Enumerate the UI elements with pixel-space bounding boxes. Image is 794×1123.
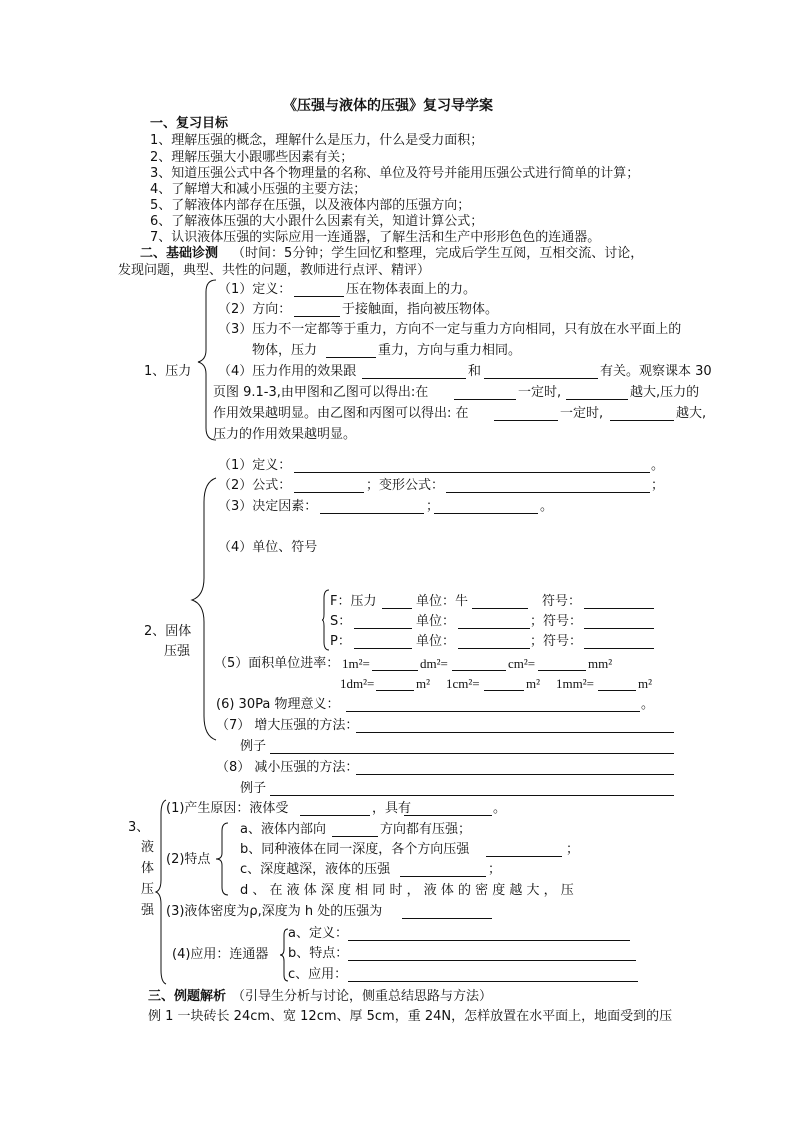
blank-field[interactable] (270, 795, 674, 796)
punct: ； (426, 499, 440, 514)
example-question: 例 1 一块砖长 24cm、宽 12cm、厚 5cm，重 24N，怎样放置在水平面上，地面受到的压 (148, 1009, 673, 1024)
blank-field[interactable] (584, 628, 654, 629)
increase-pressure: （7） 增大压强的方法： (216, 718, 359, 733)
liquid-features-label: (2)特点 (166, 852, 211, 867)
punct: ； (488, 862, 502, 877)
blank-field[interactable] (566, 399, 628, 400)
solid-factor: （3）决定因素： (218, 499, 318, 514)
connector-feature: b、特点： (288, 946, 349, 961)
pressure-effect: （4）压力作用的效果跟 (218, 364, 357, 379)
area-text: cm²= (508, 656, 536, 671)
section-note: （时间：5分钟；学生回忆和整理，完成后学生互阅，互相交流、讨论， (232, 246, 644, 261)
section-note: （引导生分析与讨论，侧重总结思路与方法） (232, 989, 493, 1004)
blank-field[interactable] (584, 648, 654, 649)
blank-field[interactable] (372, 670, 418, 671)
section-heading-goals: 一、复习目标 (150, 116, 229, 131)
blank-field[interactable] (294, 492, 364, 493)
blank-field[interactable] (494, 420, 558, 421)
pressure-direction-text: 于接触面，指向被压物体。 (342, 302, 499, 317)
blank-field[interactable] (452, 670, 506, 671)
blank-field[interactable] (348, 960, 636, 961)
pressure-effect-text: 越大, (676, 406, 707, 421)
blank-field[interactable] (610, 420, 674, 421)
pressure-effect-text: 作用效果越明显。由乙图和丙图可以得出: 在 (213, 406, 469, 421)
blank-field[interactable] (294, 316, 340, 317)
blank-field[interactable] (402, 918, 492, 919)
unit-row-area-unit: 单位： (416, 614, 456, 629)
solid-definition: （1）定义： (218, 458, 292, 473)
liquid-label: 3、 (128, 820, 150, 835)
area-text: mm² (588, 656, 613, 671)
liquid-cause-text: ，具有 (372, 801, 412, 816)
blank-field[interactable] (332, 836, 378, 837)
blank-field[interactable] (458, 648, 530, 649)
blank-field[interactable] (294, 472, 650, 473)
solid-formula-text: ；变形公式： (366, 478, 445, 493)
punct: ； (566, 842, 580, 857)
goal-item: 4、了解增大和减小压强的主要方法； (150, 182, 367, 197)
example-label: 例子 (240, 781, 267, 796)
unit-row-force-unit: 单位：牛 (416, 594, 469, 609)
blank-field[interactable] (294, 296, 344, 297)
blank-field[interactable] (346, 711, 640, 712)
unit-row-force: F：压力 (330, 594, 377, 609)
blank-field[interactable] (362, 378, 466, 379)
goal-item: 6、了解液体压强的大小跟什么因素有关，知道计算公式； (150, 214, 484, 229)
blank-field[interactable] (486, 856, 562, 857)
blank-field[interactable] (484, 378, 598, 379)
pressure-relation-text: 重力，方向与重力相同。 (378, 343, 522, 358)
solid-formula: （2）公式： (218, 478, 292, 493)
blank-field[interactable] (584, 608, 654, 609)
blank-field[interactable] (376, 690, 414, 691)
liquid-cause: (1)产生原因：液体受 (166, 801, 289, 816)
brace-solid-pressure (190, 478, 218, 740)
unit-row-pressure: P： (330, 634, 351, 649)
area-text: 1mm²= (556, 676, 594, 691)
pressure-effect-text: 一定时, (518, 385, 562, 400)
blank-field[interactable] (320, 513, 424, 514)
blank-field[interactable] (300, 815, 370, 816)
pressure-relation: （3）压力不一定都等于重力，方向不一定与重力方向相同，只有放在水平面上的 (218, 322, 682, 337)
connector-label: (4)应用：连通器 (172, 947, 269, 962)
area-text: 1dm²= (340, 676, 375, 691)
blank-field[interactable] (472, 608, 528, 609)
unit-row-pressure-symbol: ；符号： (530, 634, 583, 649)
pressure-effect-text: 压力的作用效果越明显。 (213, 427, 357, 442)
area-text: 1cm²= (446, 676, 480, 691)
decrease-pressure: （8） 减小压强的方法： (216, 760, 359, 775)
blank-field[interactable] (348, 940, 630, 941)
pressure-effect-text: 越大,压力的 (630, 385, 700, 400)
blank-field[interactable] (446, 492, 650, 493)
area-text: m² (638, 676, 653, 691)
solid-label: 压强 (164, 644, 191, 659)
pressure-label: 1、压力 (144, 364, 192, 379)
liquid-formula: (3)液体密度为ρ,深度为 h 处的压强为 (166, 904, 383, 919)
connector-application: c、应用： (288, 967, 348, 982)
section-heading-examples: 三、例题解析 (148, 989, 227, 1004)
pressure-definition: （1）定义： (218, 282, 292, 297)
goal-item: 5、了解液体内部存在压强，以及液体内部的压强方向； (150, 198, 471, 213)
feature-d: d 、 在 液 体 深 度 相 同 时 ， 液 体 的 密 度 越 大 ， 压 (240, 883, 574, 898)
punct: 。 (651, 458, 665, 473)
feature-b: b、同种液体在同一深度，各个方向压强 (240, 842, 470, 857)
physical-meaning: (6) 30Pa 物理意义： (216, 697, 340, 712)
connector-definition: a、定义： (288, 926, 348, 941)
unit-row-area-symbol: ；符号： (530, 614, 583, 629)
pressure-relation-text: 物体，压力 (252, 343, 318, 358)
blank-field[interactable] (598, 690, 636, 691)
liquid-label-char: 强 (141, 903, 155, 918)
liquid-label-char: 液 (141, 840, 155, 855)
area-conversion-label: （5）面积单位进率： (214, 656, 340, 671)
punct: 。 (641, 697, 655, 712)
area-text: dm²= (420, 656, 448, 671)
blank-field[interactable] (400, 876, 486, 877)
blank-field[interactable] (434, 513, 538, 514)
unit-row-pressure-unit: 单位： (416, 634, 456, 649)
liquid-label-char: 压 (141, 882, 155, 897)
pressure-effect-text: 和 (468, 364, 482, 379)
pressure-definition-text: 压在物体表面上的力。 (346, 282, 477, 297)
area-text: m² (526, 676, 541, 691)
goal-item: 7、认识液体压强的实际应用一连通器，了解生活和生产中形形色色的连通器。 (150, 230, 601, 245)
blank-field[interactable] (484, 690, 524, 691)
goal-item: 1、理解压强的概念，理解什么是压力，什么是受力面积； (150, 133, 484, 148)
example-label: 例子 (240, 739, 267, 754)
solid-label: 2、固体 (144, 624, 192, 639)
goal-item: 2、理解压强大小跟哪些因素有关； (150, 150, 354, 165)
punct: 。 (493, 801, 507, 816)
section-note: 发现问题，典型、共性的问题，教师进行点评、精评） (118, 263, 431, 278)
blank-field[interactable] (538, 670, 586, 671)
blank-field[interactable] (270, 753, 674, 754)
blank-field[interactable] (382, 608, 412, 609)
blank-field[interactable] (354, 648, 412, 649)
brace-units (322, 590, 330, 650)
blank-field[interactable] (356, 774, 674, 775)
punct: ； (651, 478, 665, 493)
page-title: 《压强与液体的压强》复习导学案 (283, 98, 493, 114)
blank-field[interactable] (404, 815, 492, 816)
unit-row-force-symbol: 符号： (542, 594, 582, 609)
pressure-effect-text: 一定时, (560, 406, 604, 421)
blank-field[interactable] (348, 981, 638, 982)
punct: 。 (540, 499, 554, 514)
pressure-effect-text: 页图 9.1-3,由甲图和乙图可以得出:在 (213, 385, 429, 400)
solid-units-heading: （4）单位、符号 (218, 540, 318, 555)
liquid-label-char: 体 (141, 861, 155, 876)
pressure-direction: （2）方向： (218, 302, 292, 317)
brace-liquid-pressure (156, 800, 168, 984)
section-heading-diagnosis: 二、基础诊测 (140, 246, 219, 261)
feature-c: c、深度越深，液体的压强 (240, 862, 391, 877)
blank-field[interactable] (326, 357, 376, 358)
blank-field[interactable] (454, 399, 516, 400)
area-text: m² (416, 676, 431, 691)
blank-field[interactable] (354, 628, 412, 629)
feature-a-text: 方向都有压强； (380, 822, 472, 837)
unit-row-area: S： (330, 614, 352, 629)
pressure-effect-text: 有关。观察课本 30 (600, 364, 712, 379)
blank-field[interactable] (356, 732, 674, 733)
feature-a: a、液体内部向 (240, 822, 326, 837)
brace-liquid-features (216, 823, 230, 895)
blank-field[interactable] (458, 628, 530, 629)
area-text: 1m²= (342, 656, 370, 671)
goal-item: 3、知道压强公式中各个物理量的名称、单位及符号并能用压强公式进行简单的计算； (150, 166, 640, 181)
